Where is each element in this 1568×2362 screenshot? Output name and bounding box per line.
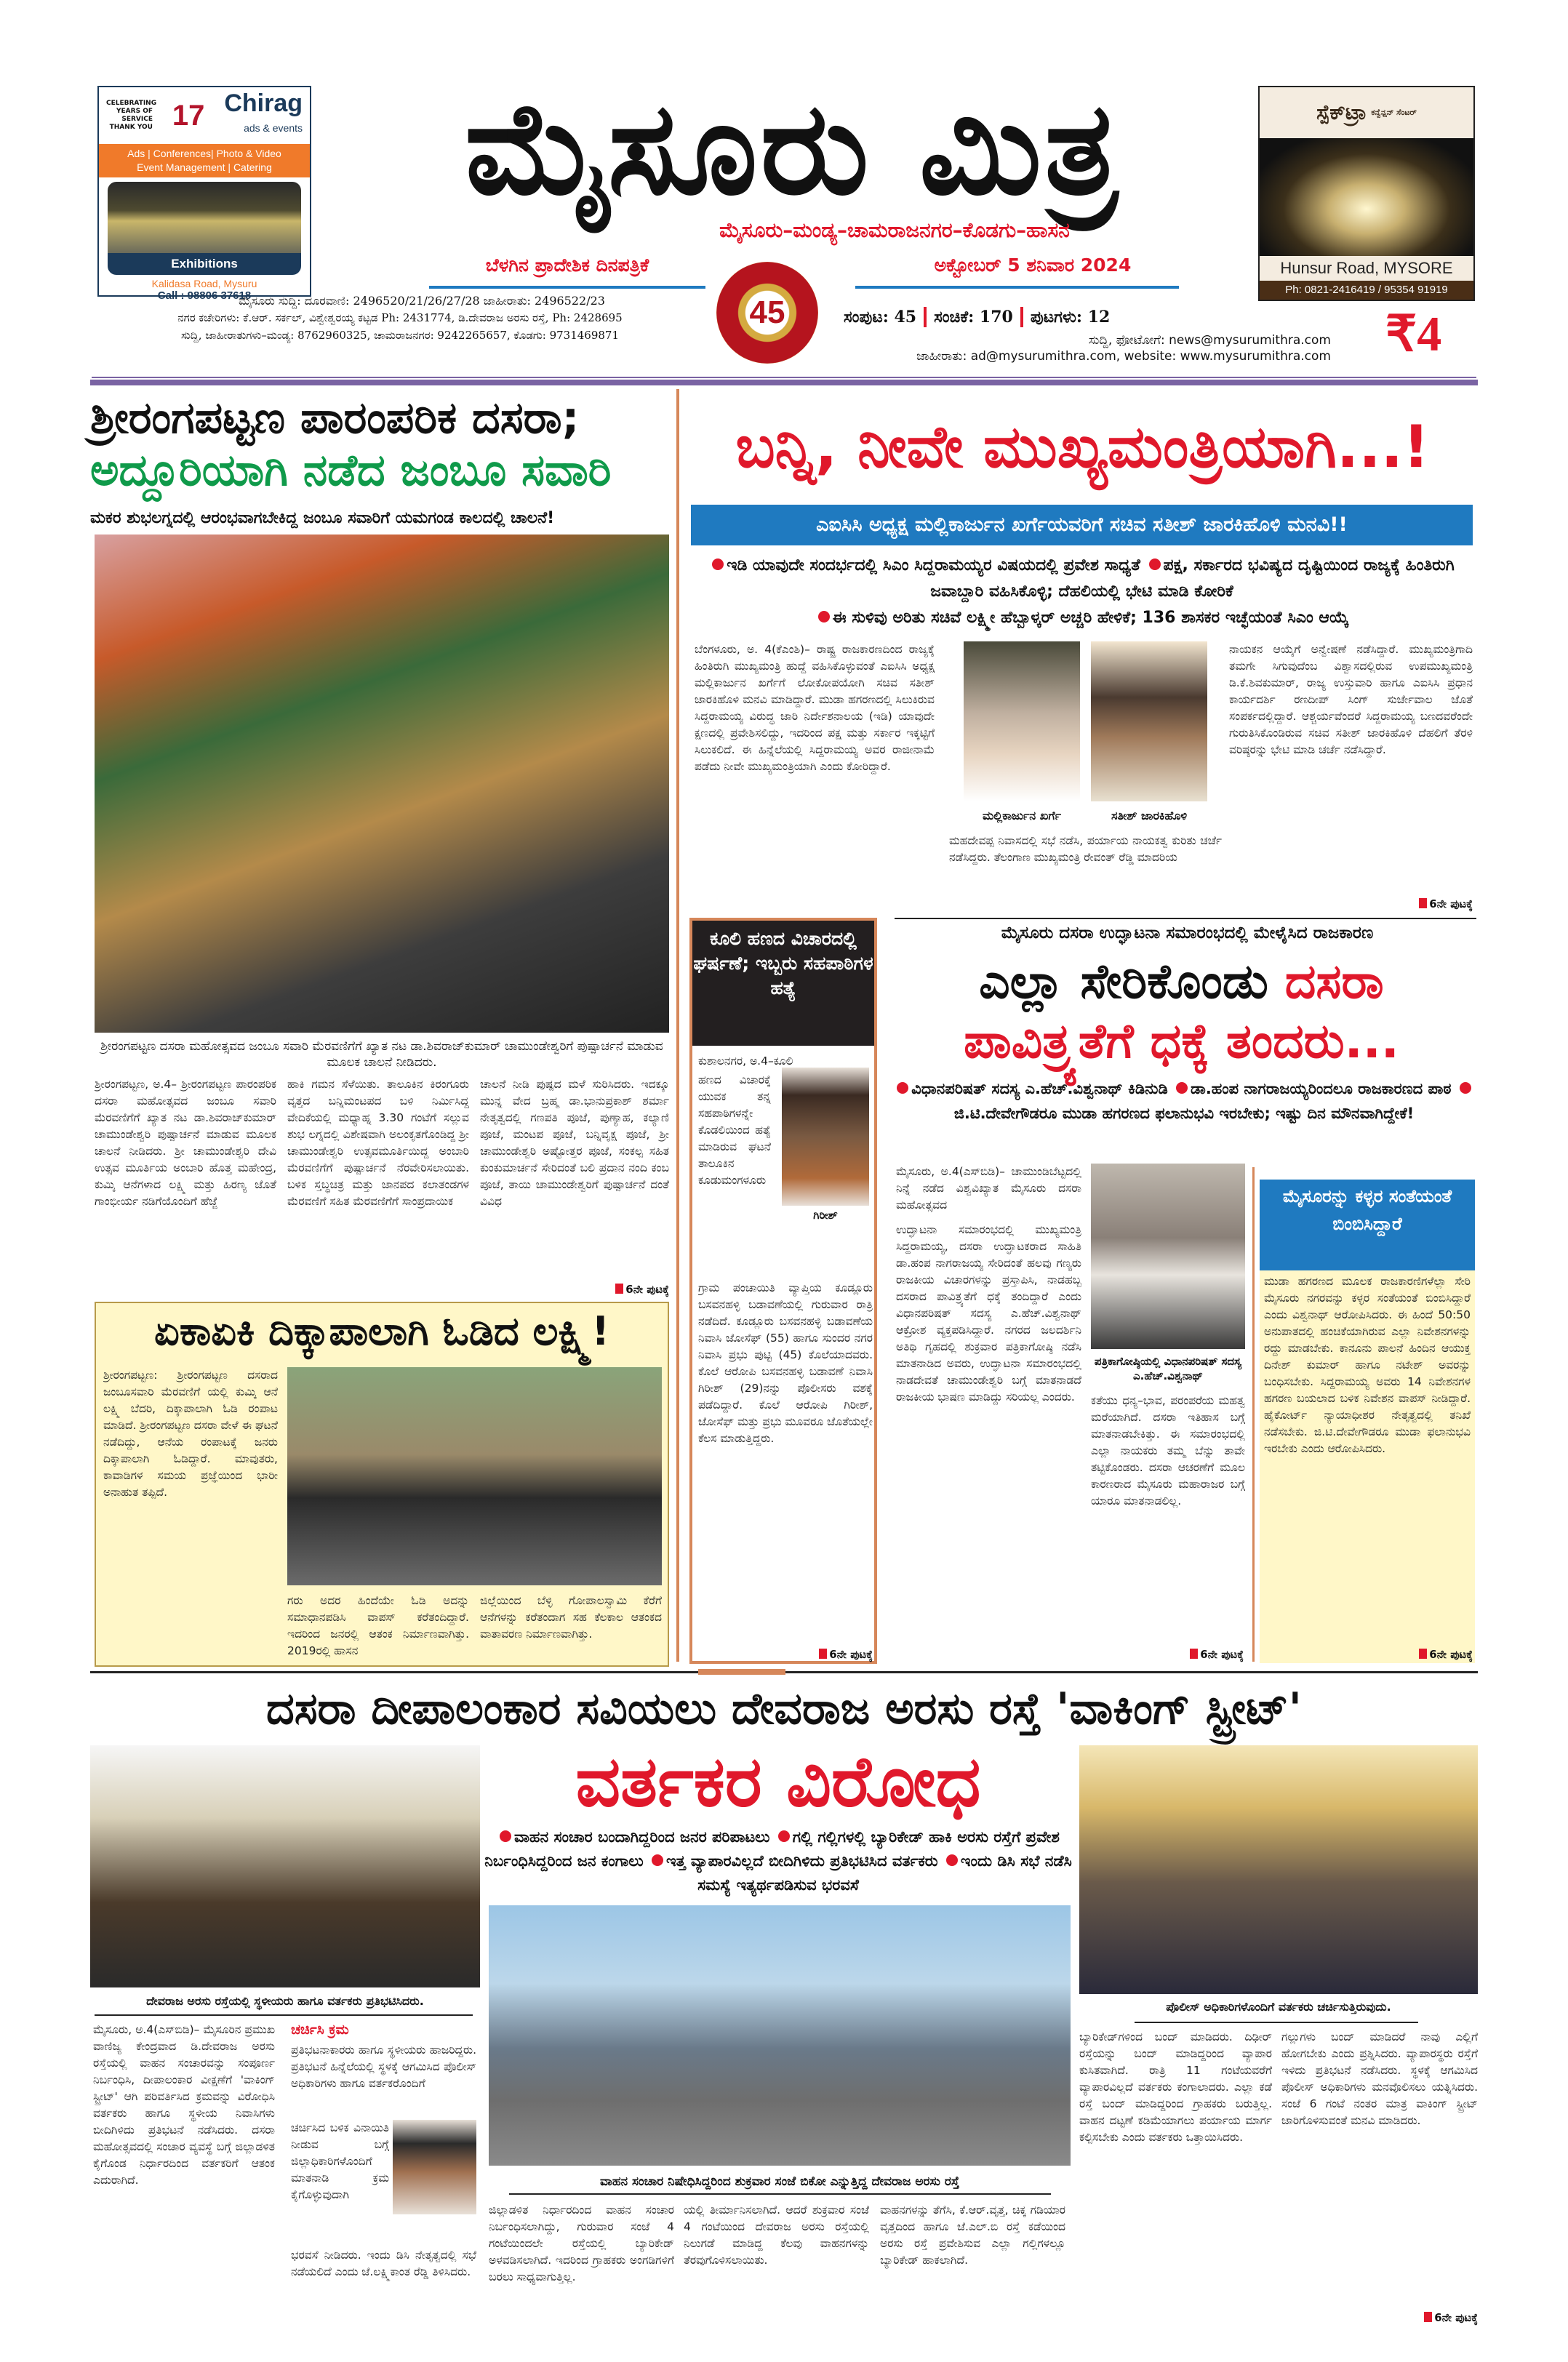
coverage-regions: ಮೈಸೂರು–ಮಂಡ್ಯ–ಚಾಮರಾಜನಗರ–ಕೊಡಗು–ಹಾಸನ — [719, 218, 1070, 242]
walking-subhead: ಚರ್ಚಿಸಿ ಕ್ರಮ — [291, 2022, 349, 2038]
banni-bullet-2: ಪಕ್ಷ, ಸರ್ಕಾರದ ಭವಿಷ್ಯದ ದೃಷ್ಟಿಯಿಂದ ರಾಜ್ಯಕ್ಕೆ ಹಿಂತಿರುಗಿ ಜವಾಬ್ದಾರಿ ವಹಿಸಿಕೊಳ್ಳಿ; ದೆಹಲಿಯಲ್ಲಿ ಭೇಟಿ ಮಾಡಿ ಕೋರಿಕೆ — [930, 556, 1455, 601]
chirag-exhibitions-label: Exhibitions — [108, 253, 301, 275]
lucky-column-3: ಜಿಲ್ಲೆಯಿಂದ ಬೆಳ್ಳಿ ಗೋಪಾಲಸ್ವಾಮಿ ಕೆರೆಗೆ ಆನೆಗಳನ್ನು ಕರೆತಂದಾಗ ಸಹ ಕೆಲಕಾಲ ಆತಂಕದ ವಾತಾವರಣ ನಿರ್ಮಾಣವಾಗಿತ್ತು. — [480, 1594, 662, 1641]
column-divider — [1252, 1167, 1255, 1662]
politics-headline-2[interactable]: ಪಾವಿತ್ರ್ಯತೆಗೆ ಧಕ್ಕೆ ತಂದರು... — [964, 1013, 1399, 1069]
continued-link[interactable] — [1382, 2311, 1478, 2324]
continued-link[interactable] — [575, 1283, 669, 1296]
protest-photo — [90, 1745, 480, 1987]
continued-link[interactable] — [1367, 1648, 1473, 1661]
politics-bullet-2: ಡಾ.ಹಂಪ ನಾಗರಾಜಯ್ಯರಿಂದಲೂ ರಾಜಕಾರಣದ ಪಾಠ — [1191, 1080, 1452, 1097]
divider — [924, 307, 927, 327]
police-caption: ಪೊಲೀಸ್ ಅಧಿಕಾರಿಗಳೊಂದಿಗೆ ವರ್ತಕರು ಚರ್ಚಿಸುತ್ತಿರುವುದು. — [1166, 2000, 1391, 2014]
divider — [509, 2193, 1051, 2195]
divider — [855, 286, 1179, 289]
spectra-sub: ಕನ್ವೆನ್ಷನ್ ಸೆಂಟರ್ — [1371, 108, 1417, 117]
politics-column-1: ಉದ್ಘಾಟನಾ ಸಮಾರಂಭದಲ್ಲಿ ಮುಖ್ಯಮಂತ್ರಿ ಸಿದ್ದರಾಮಯ್ಯ, ದಸರಾ ಉದ್ಘಾಟಕರಾದ ಸಾಹಿತಿ ಡಾ.ಹಂಪ ನಾಗರಾಜಯ್ಯ ಸೇರಿದಂತೆ ಹಲವು ಗಣ್ಯರು ರಾಜಕೀಯ ವಿಚಾರಗಳನ್ನು ಪ್ರಸ್ತಾಪಿಸಿ, ನಾಡಹಬ್ಬ ದಸರಾದ ಪಾವಿತ್ರ್ಯತೆಗೆ ಧಕ್ಕೆ ತಂದಿದ್ದಾರೆ ಎಂದು ವಿಧಾನಪರಿಷತ್ ಸದಸ್ಯ ಎ.ಹೆಚ್.ವಿಶ್ವನಾಥ್ ಆಕ್ರೋಶ ವ್ಯಕ್ತಪಡಿಸಿದ್ದಾರೆ. ನಗರದ ಜಲದರ್ಶಿನಿ ಅತಿಥಿ ಗೃಹದಲ್ಲಿ ಶುಕ್ರವಾರ ಪತ್ರಿಕಾಗೋಷ್ಠಿ ನಡೆಸಿ ಮಾತನಾಡಿದ ಅವರು, ಉದ್ಘಾಟನಾ ಸಮಾರಂಭದಲ್ಲಿ ನಾಡದೇವತೆ ಚಾಮುಂಡೇಶ್ವರಿ ಬಗ್ಗೆ ಮಾತನಾಡದೆ ರಾಜಕೀಯ ಭಾಷಣ ಮಾಡಿದ್ದು ಸರಿಯಲ್ಲ ಎಂದರು. — [896, 1223, 1081, 1404]
bullet-icon — [1460, 1082, 1471, 1094]
continued-marker-icon — [1190, 1649, 1198, 1659]
banni-bullet-1: ಇಡಿ ಯಾವುದೇ ಸಂದರ್ಭದಲ್ಲಿ ಸಿಎಂ ಸಿದ್ದರಾಮಯ್ಯರ ವಿಷಯದಲ್ಲಿ ಪ್ರವೇಶ ಸಾಧ್ಯತೆ — [727, 556, 1140, 575]
continued-label: 6ನೇ ಪುಟಕ್ಕೆ — [625, 1283, 669, 1296]
vishwanath-caption: ಪತ್ರಿಕಾಗೋಷ್ಠಿಯಲ್ಲಿ ವಿಧಾನಪರಿಷತ್ ಸದಸ್ಯ ಎ.ಹೆಚ್.ವಿಶ್ವನಾಥ್ — [1094, 1355, 1242, 1382]
spectra-address: Hunsur Road, MYSORE — [1280, 259, 1453, 277]
banni-bullets — [691, 553, 1473, 631]
chirag-years-badge: 17 — [172, 99, 205, 132]
continued-marker-icon — [1424, 2312, 1432, 2322]
walking-column-2c: ಭರವಸೆ ನೀಡಿದರು. ಇಂದು ಡಿಸಿ ನೇತೃತ್ವದಲ್ಲಿ ಸಭೆ ನಡೆಯಲಿದೆ ಎಂದು ಜೆ.ಲಕ್ಷ್ಮಿಕಾಂತ ರೆಡ್ಡಿ ತಿಳಿಸಿದರು. — [291, 2249, 476, 2278]
volume: ಸಂಪುಟ: 45 — [844, 308, 917, 327]
politics-bullet-1: ವಿಧಾನಪರಿಷತ್ ಸದಸ್ಯ ಎ.ಹೆಚ್.ವಿಶ್ವನಾಥ್ ಕಿಡಿನುಡಿ — [911, 1080, 1168, 1097]
divider — [895, 918, 1476, 919]
police-traders-photo — [1079, 1745, 1478, 1994]
girish-photo — [782, 1068, 869, 1206]
chirag-services — [99, 144, 310, 177]
politics-headline-1b: ದಸರಾ — [1284, 953, 1384, 1009]
convention-center-photo — [1260, 138, 1473, 256]
bullet-icon — [897, 1082, 908, 1094]
politics-bullets — [893, 1076, 1475, 1126]
continued-marker-icon — [1419, 1649, 1427, 1659]
continued-label: 6ನೇ ಪುಟಕ್ಕೆ — [1429, 1648, 1473, 1661]
continued-marker-icon — [819, 1649, 827, 1659]
walking-column-2b: ಚರ್ಚಿಸಿದ ಬಳಿಕ ವಿನಾಯಿತಿ ನೀಡುವ ಬಗ್ಗೆ ಜಿಲ್ಲಾಧಿಕಾರಿಗಳೊಂದಿಗೆ ಮಾತನಾಡಿ ಕ್ರಮ ಕೈಗೊಳ್ಳುವುದಾಗಿ — [291, 2121, 389, 2201]
politics-headline-1[interactable] — [889, 951, 1474, 1012]
spectra-name: ಸ್ಪೆಕ್‌ಟ್ರಾ — [1316, 100, 1367, 124]
chirag-services-line-2: Event Management | Catering — [137, 161, 272, 173]
lakshmikantha-reddy-photo — [393, 2120, 476, 2214]
divider — [1135, 2022, 1418, 2023]
bullet-icon — [1176, 1082, 1188, 1094]
srirangapatna-subhead: ಮಕರ ಶುಭಲಗ್ನದಲ್ಲಿ ಆರಂಭವಾಗಬೇಕಿದ್ದ ಜಂಬೂ ಸವಾರಿಗೆ ಯಮಗಂಡ ಕಾಲದಲ್ಲಿ ಚಾಲನೆ! — [90, 509, 555, 527]
contact-phones: ಮೈಸೂರು ಸುದ್ದಿ: ದೂರವಾಣಿ: 2496520/21/26/27/28 ಜಾಹೀರಾತು: 2496522/23 — [239, 294, 605, 308]
chirag-ad-header — [99, 87, 310, 144]
banni-strap: ಎಐಸಿಸಿ ಅಧ್ಯಕ್ಷ ಮಲ್ಲಿಕಾರ್ಜುನ ಖರ್ಗೆಯವರಿಗೆ ಸಚಿವ ಸತೀಶ್ ಜಾರಕಿಹೊಳಿ ಮನವಿ!! — [691, 505, 1473, 545]
price: ₹4 — [1385, 306, 1442, 361]
continued-marker-icon — [1419, 898, 1427, 908]
tagline: ಬೆಳಗಿನ ಪ್ರಾದೇಶಿಕ ದಿನಪತ್ರಿಕೆ — [485, 255, 649, 276]
bullet-icon — [712, 559, 724, 570]
volume-line — [844, 307, 1207, 327]
news-email[interactable]: ಸುದ್ದಿ, ಫೋಟೋಗೆ: news@mysurumithra.com — [1088, 333, 1331, 348]
district-contacts: ಸುದ್ದಿ, ಜಾಹೀರಾತುಗಳು–ಮಂಡ್ಯ: 8762960325, ಚಾಮರಾಜನಗರ: 9242265657, ಕೊಡಗು: 9731469871 — [180, 329, 620, 342]
kharge-photo — [964, 641, 1080, 801]
continued-link[interactable] — [785, 1648, 873, 1661]
walking-street-bullets — [484, 1825, 1073, 1897]
chirag-brand-name: Chirag — [224, 89, 303, 117]
banni-column-1: ಬೆಂಗಳೂರು, ಅ. 4(ಕೆಎಂಶಿ)– ರಾಷ್ಟ್ರ ರಾಜಕಾರಣದಿಂದ ರಾಜ್ಯಕ್ಕೆ ಹಿಂತಿರುಗಿ ಮುಖ್ಯಮಂತ್ರಿ ಹುದ್ದೆ ವಹಿಸಿಕೊಳ್ಳುವಂತೆ ಎಐಸಿಸಿ ಅಧ್ಯಕ್ಷ ಮಲ್ಲಿಕಾರ್ಜುನ ಖರ್ಗೆಗೆ ಲೋಕೋಪಯೋಗಿ ಸಚಿವ ಸತೀಶ್ ಜಾರಕಿಹೊಳಿ ಮನವಿ ಮಾಡಿದ್ದಾರೆ. ಮುಡಾ ಹಗರಣದಲ್ಲಿ ಸಿಲುಕಿರುವ ಸಿದ್ದರಾಮಯ್ಯ ವಿರುದ್ಧ ಜಾರಿ ನಿರ್ದೇಶನಾಲಯ (ಇಡಿ) ಯಾವುದೇ ಕ್ಷಣದಲ್ಲಿ ಪ್ರವೇಶಿಸಲಿದ್ದು, ಇದರಿಂದ ಪಕ್ಷ ಮತ್ತು ಸರ್ಕಾರ ಇಕ್ಕಟ್ಟಿಗೆ ಸಿಲುಕಲಿದೆ. ಈ ಹಿನ್ನೆಲೆಯಲ್ಲಿ ಸಿದ್ದರಾಮಯ್ಯ ಅವರ ರಾಜೀನಾಮೆ ಪಡೆದು ನೀವೇ ಮುಖ್ಯಮಂತ್ರಿಯಾಗಿ ಎಂದು ಕೋರಿದ್ದಾರೆ. — [695, 643, 935, 773]
mysore-box-body: ಮುಡಾ ಹಗರಣದ ಮೂಲಕ ರಾಜಕಾರಣಿಗಳೆಲ್ಲಾ ಸೇರಿ ಮೈಸೂರು ನಗರವನ್ನು ಕಳ್ಳರ ಸಂತೆಯಂತೆ ಬಿಂಬಿಸಿದ್ದಾರೆ ಎಂದು ವಿಶ್ವನಾಥ್ ಆರೋಪಿಸಿದರು. ಈ ಹಿಂದೆ 50:50 ಅನುಪಾತದಲ್ಲಿ ಹಂಚಿಕೆಯಾಗಿರುವ ಎಲ್ಲಾ ನಿವೇಶನಗಳನ್ನು ರದ್ದು ಮಾಡಬೇಕು. ಕಾನೂನು ಪಾಲನೆ ಹಿಂದಿನ ಆಯುಕ್ತ ದಿನೇಶ್ ಕುಮಾರ್ ಹಾಗೂ ನಟೇಶ್ ಅವರನ್ನು ಬಂಧಿಸಬೇಕು. ಸಿದ್ದರಾಮಯ್ಯ ಅವರು 14 ನಿವೇಶನಗಳ ಹಗರಣ ಬಯಲಾದ ಬಳಿಕ ನಿವೇಶನ ವಾಪಸ್ ನೀಡಿದ್ದಾರೆ. ಹೈಕೋರ್ಟ್ ನ್ಯಾಯಾಧೀಶರ ನೇತೃತ್ವದಲ್ಲಿ ತನಿಖೆ ನಡೆಸಬೇಕು. ಜಿ.ಟಿ.ದೇವೇಗೌಡರೂ ಮುಡಾ ಫಲಾನುಭವಿ ಇರಬೇಕು ಎಂದು ಆರೋಪಿಸಿದರು. — [1264, 1275, 1471, 1455]
bullet-icon — [500, 1830, 511, 1842]
banni-column-3: ನಾಯಕನ ಆಯ್ಕೆಗೆ ಅನ್ವೇಷಣೆ ನಡೆಸಿದ್ದಾರೆ. ಮುಖ್ಯಮಂತ್ರಿಗಾದಿ ತಮಗೇ ಸಿಗುವುದೆಂಬ ವಿಶ್ವಾಸದಲ್ಲಿರುವ ಉಪಮುಖ್ಯಮಂತ್ರಿ ಡಿ.ಕೆ.ಶಿವಕುಮಾರ್, ರಾಜ್ಯ ಉಸ್ತುವಾರಿ ಹಾಗೂ ಎಐಸಿಸಿ ಪ್ರಧಾನ ಕಾರ್ಯದರ್ಶಿ ರಣದೀಪ್ ಸಿಂಗ್ ಸುರ್ಜೇವಾಲ ಜೊತೆ ಸಂಪರ್ಕದಲ್ಲಿದ್ದಾರೆ. ಆಶ್ಚರ್ಯವೆಂದರೆ ಸಿದ್ದರಾಮಯ್ಯ ಬಣದವರೆಂದೇ ಗುರುತಿಸಿಕೊಂಡಿರುವ ಸಚಿವ ಸತೀಶ್ ಜಾರಕಿಹೊಳಿ ದೆಹಲಿಗೆ ತೆರಳಿ ವರಿಷ್ಠರನ್ನು ಭೇಟಿ ಮಾಡಿ ಚರ್ಚೆ ನಡೆಸಿದ್ದಾರೆ. — [1229, 643, 1473, 756]
traders-oppose-headline[interactable]: ವರ್ತಕರ ವಿರೋಧ — [575, 1741, 981, 1822]
politics-bullet-3: ಜಿ.ಟಿ.ದೇವೇಗೌಡರೂ ಮುಡಾ ಹಗರಣದ ಫಲಾನುಭವಿ ಇರಬೇಕು; ಇಷ್ಟು ದಿನ ಮೌನವಾಗಿದ್ದೇಕೆ! — [953, 1105, 1415, 1122]
continued-label: 6ನೇ ಪುಟಕ್ಕೆ — [1200, 1648, 1244, 1661]
walking-column-3: ಜಿಲ್ಲಾಡಳಿತ ನಿರ್ಧಾರದಿಂದ ವಾಹನ ಸಂಚಾರ ನಿರ್ಬಂಧಿಸಲಾಗಿದ್ದು, ಗುರುವಾರ ಸಂಜೆ 4 ಗಂಟೆಯಿಂದಲೇ ರಸ್ತೆಯಲ್ಲಿ ಬ್ಯಾರಿಕೇಡ್ ಅಳವಡಿಸಲಾಗಿದೆ. ಇದರಿಂದ ಗ್ರಾಹಕರು ಅಂಗಡಿಗಳಿಗೆ ಬರಲು ಸಾಧ್ಯವಾಗುತ್ತಿಲ್ಲ. — [489, 2203, 674, 2283]
politics-column-lead: ಮೈಸೂರು, ಅ.4(ಎಸ್‌ಬಿಡಿ)– ಚಾಮುಂಡಿಬೆಟ್ಟದಲ್ಲಿ ನಿನ್ನೆ ನಡೆದ ವಿಶ್ವವಿಖ್ಯಾತ ಮೈಸೂರು ದಸರಾ ಮಹೋತ್ಸವದ — [896, 1165, 1081, 1212]
srirangapatna-column-3: ಚಾಲನೆ ನೀಡಿ ಪುಷ್ಪದ ಮಳೆ ಸುರಿಸಿದರು. ಇದಕ್ಕೂ ಮುನ್ನ ವೇದ ಬ್ರಹ್ಮ ಡಾ.ಭಾನುಪ್ರಕಾಶ್ ಶರ್ಮಾ ನೇತೃತ್ವದಲ್ಲಿ ಗಣಪತಿ ಪೂಜೆ, ಪುಣ್ಯಾಹ, ಕಲ್ಯಾಣಿ ಪೂಜೆ, ಮಂಟಪ ಪೂಜೆ, ಬನ್ನಿವೃಕ್ಷ ಪೂಜೆ, ಶ್ರೀ ಚಾಮುಂಡೇಶ್ವರಿ ಅಷ್ಟೋತ್ತರ ಪೂಜೆ, ಸಂಕಲ್ಪ ಸಹಿತ ಕುಂಕುಮಾರ್ಚನೆ ಸೇರಿದಂತೆ ಬಲಿ ಪ್ರದಾನ ನಂದಿ ಕಂಬ ಪೂಜೆ, ತಾಯಿ ಚಾಮುಂಡೇಶ್ವರಿಗೆ ಪುಷ್ಪಾರ್ಚನೆ ದಂತೆ ವಿವಿಧ — [480, 1078, 669, 1208]
continued-label: 6ನೇ ಪುಟಕ್ಕೆ — [829, 1648, 873, 1661]
issue-number: ಸಂಚಿಕೆ: 170 — [934, 308, 1013, 327]
walking-bullet-2: ಗಲ್ಲಿ ಗಲ್ಲಿಗಳಲ್ಲಿ ಬ್ಯಾರಿಕೇಡ್ ಹಾಕಿ ಅರಸು ರಸ್ತೆಗೆ ಪ್ರವೇಶ ನಿರ್ಬಂಧಿಸಿದ್ದರಿಂದ ಜನ ಕಂಗಾಲು — [484, 1828, 1060, 1870]
column-divider — [676, 389, 679, 1662]
srirangapatna-headline-2[interactable]: ಅದ್ದೂರಿಯಾಗಿ ನಡೆದ ಜಂಬೂ ಸವಾರಿ — [90, 445, 612, 496]
bullet-icon — [778, 1830, 790, 1842]
city-offices: ನಗರ ಕಚೇರಿಗಳು: ಕೆ.ಆರ್. ಸರ್ಕಲ್, ವಿಶ್ವೇಶ್ವರಯ್ಯ ಕಟ್ಟಡ Ph: 2431774, ಡಿ.ದೇವರಾಜ ಅರಸು ರಸ್ತೆ, Ph: 2428695 — [177, 311, 623, 324]
politics-headline-1a: ಎಲ್ಲಾ ಸೇರಿಕೊಂಡು — [979, 953, 1285, 1009]
bullet-icon — [1149, 559, 1161, 570]
walking-bullet-3: ಇತ್ತ ವ್ಯಾಪಾರವಿಲ್ಲದೆ ಬೀದಿಗಿಳಿದು ಪ್ರತಿಭಟಿಸಿದ ವರ್ತಕರು — [666, 1852, 938, 1870]
srirangapatna-column-2: ಹಾಕಿ ಗಮನ ಸೆಳೆಯಿತು. ತಾಲೂಕಿನ ಕಿರಂಗೂರು ವೃತ್ತದ ಬನ್ನಿಮಂಟಪದ ಬಳಿ ನಿರ್ಮಿಸಿದ್ದ ವೇದಿಕೆಯಲ್ಲಿ ಮಧ್ಯಾಹ್ನ 3.30 ಗಂಟೆಗೆ ಸಲ್ಲುವ ಶುಭ ಲಗ್ನದಲ್ಲಿ ವಿಶೇಷವಾಗಿ ಅಲಂಕೃತಗೊಂಡಿದ್ದ ಶ್ರೀ ಚಾಮುಂಡೇಶ್ವರಿ ಉತ್ಸವಮೂರ್ತಿಯಿದ್ದ ಅಂಬಾರಿ ಮೆರವಣಿಗೆಗೆ ಪುಷ್ಪಾರ್ಚನೆ ನೆರವೇರಿಸಲಾಯಿತು. ಬಳಿಕ ಸ್ತಬ್ಧಚಿತ್ರ ಮತ್ತು ಜಾನಪದ ಕಲಾತಂಡಗಳ ಮೆರವಣಿಗೆ ಸಹಿತ ಮೆರವಣಿಗೆಗೆ ಸಾಂಪ್ರದಾಯಿಕ — [287, 1078, 469, 1208]
continued-link[interactable] — [1375, 897, 1473, 910]
girish-caption: ಗಿರೀಶ್ — [813, 1209, 838, 1222]
satish-caption: ಸತೀಶ್ ಜಾರಕಿಹೊಳಿ — [1111, 809, 1188, 822]
continued-label: 6ನೇ ಪುಟಕ್ಕೆ — [1434, 2311, 1478, 2324]
lucky-column-1: ಶ್ರೀರಂಗಪಟ್ಟಣ: ಶ್ರೀರಂಗಪಟ್ಟಣ ದಸರಾದ ಜಂಬೂಸವಾರಿ ಮೆರವಣಿಗೆ ಯಲ್ಲಿ ಕುಮ್ಕಿ ಆನೆ ಲಕ್ಷ್ಮಿ ಬೆದರಿ, ದಿಕ್ಕಾಪಾಲಾಗಿ ಓಡಿ ರಂಪಾಟ ಮಾಡಿದೆ. ಶ್ರೀರಂಗಪಟ್ಟಣ ದಸರಾ ವೇಳೆ ಈ ಘಟನೆ ನಡೆದಿದ್ದು, ಆನೆಯ ರಂಪಾಟಕ್ಕೆ ಜನರು ದಿಕ್ಕಾಪಾಲಾಗಿ ಓಡಿದ್ದಾರೆ. ಮಾವುತರು, ಕಾವಾಡಿಗಳ ಸಮಯ ಪ್ರಜ್ಞೆಯಿಂದ ಭಾರೀ ಅನಾಹುತ ತಪ್ಪಿದೆ. — [103, 1369, 278, 1499]
spectra-phone: Ph: 0821-2416419 / 95354 91919 — [1260, 281, 1473, 300]
walking-street-headline[interactable]: ದಸರಾ ದೀಪಾಲಂಕಾರ ಸವಿಯಲು ದೇವರಾಜ ಅರಸು ರಸ್ತೆ 'ವಾಕಿಂಗ್ ಸ್ಟ್ರೀಟ್' — [265, 1684, 1303, 1734]
masthead-divider — [90, 378, 1478, 385]
coolie-dateline: ಕುಶಾಲನಗರ, ಅ.4–ಕೂಲಿ — [698, 1054, 793, 1068]
newspaper-logo: ಮೈಸೂರು ಮಿತ್ರ — [465, 74, 1121, 223]
banni-bullet-3: ಈ ಸುಳಿವು ಅರಿತು ಸಚಿವೆ ಲಕ್ಷ್ಮೀ ಹೆಬ್ಬಾಳ್ಕರ್ ಅಚ್ಚರಿ ಹೇಳಿಕೆ; 136 ಶಾಸಕರ ಇಚ್ಛೆಯಂತೆ ಸಿಎಂ ಆಯ್ಕೆ — [832, 609, 1349, 627]
chirag-phone: Call : 98806 37618 — [157, 289, 252, 302]
divider — [429, 286, 705, 289]
walking-column-6: ಬ್ಯಾರಿಕೇಡ್‌ಗಳಿಂದ ಬಂದ್ ಮಾಡಿದರು. ದಿಢೀರ್ ರಸ್ತೆಯನ್ನು ಬಂದ್ ಮಾಡಿದ್ದರಿಂದ ವ್ಯಾಪಾರ ಕುಸಿತವಾಗಿದೆ. ರಾತ್ರಿ 11 ಗಂಟೆಯವರೆಗೆ ವ್ಯಾಪಾರವಿಲ್ಲದೆ ವರ್ತಕರು ಕಂಗಾಲಾದರು. ಎಲ್ಲಾ ಕಡೆ ರಸ್ತೆ ಬಂದ್ ಮಾಡಿದ್ದರಿಂದ ಗ್ರಾಹಕರು ಬರುತ್ತಿಲ್ಲ. ವಾಹನ ದಟ್ಟಣೆ ಕಡಿಮೆಯಾಗಲು ಪರ್ಯಾಯ ಮಾರ್ಗ ಕಲ್ಪಿಸಬೇಕು ಎಂದು ವರ್ತಕರು ಒತ್ತಾಯಿಸಿದರು. — [1079, 2030, 1272, 2144]
walking-bullet-4: ಇಂದು ಡಿಸಿ ಸಭೆ ನಡೆಸಿ ಸಮಸ್ಯೆ ಇತ್ಯರ್ಥಪಡಿಸುವ ಭರವಸೆ — [697, 1852, 1072, 1894]
issue-date: ಅಕ್ಟೋಬರ್ 5 ಶನಿವಾರ 2024 — [934, 255, 1132, 276]
spectra-title — [1260, 87, 1473, 138]
walking-bullet-1: ವಾಹನ ಸಂಚಾರ ಬಂದಾಗಿದ್ದರಿಂದ ಜನರ ಪರಿಪಾಟಲು — [514, 1828, 770, 1846]
walking-column-5: ವಾಹನಗಳನ್ನು ತೆಗೆಸಿ, ಕೆ.ಆರ್.ವೃತ್ತ, ಚಿಕ್ಕ ಗಡಿಯಾರ ವೃತ್ತದಿಂದ ಹಾಗೂ ಜೆ.ಎಲ್.ಬಿ ರಸ್ತೆ ಕಡೆಯಿಂದ ಅರಸು ರಸ್ತೆ ಪ್ರವೇಶಿಸುವ ಎಲ್ಲಾ ಗಲ್ಲಿಗಳಲ್ಲೂ ಬ್ಯಾರಿಕೇಡ್ ಹಾಕಲಾಗಿದೆ. — [880, 2203, 1065, 2267]
divider — [95, 2014, 473, 2016]
anniversary-number: 45 — [749, 295, 785, 330]
walking-column-2: ಪ್ರತಿಭಟನಾಕಾರರು ಹಾಗೂ ಸ್ಥಳೀಯರು ಹಾಜರಿದ್ದರು. ಪ್ರತಿಭಟನೆ ಹಿನ್ನೆಲೆಯಲ್ಲಿ ಸ್ಥಳಕ್ಕೆ ಆಗಮಿಸಿದ ಪೊಲೀಸ್ ಅಧಿಕಾರಿಗಳು ಹಾಗೂ ವರ್ತಕರೊಂದಿಗೆ — [291, 2043, 476, 2090]
banni-column-2: ಮಹದೇವಪ್ಪ ನಿವಾಸದಲ್ಲಿ ಸಭೆ ನಡೆಸಿ, ಪರ್ಯಾಯ ನಾಯಕತ್ವ ಕುರಿತು ಚರ್ಚೆ ನಡೆಸಿದ್ದರು. ತೆಲಂಗಾಣ ಮುಖ್ಯಮಂತ್ರಿ ರೇವಂತ್ ರೆಡ್ಡಿ ಮಾದರಿಯ — [949, 834, 1222, 864]
coolie-column: ಗ್ರಾಮ ಪಂಚಾಯಿತಿ ವ್ಯಾಪ್ತಿಯ ಕೂಡ್ಲೂರು ಬಸವನಹಳ್ಳಿ ಬಡಾವಣೆಯಲ್ಲಿ ಗುರುವಾರ ರಾತ್ರಿ ನಡೆದಿದೆ. ಕೂಡ್ಲೂರು ಬಸವನಹಳ್ಳಿ ಬಡಾವಣೆಯ ನಿವಾಸಿ ಜೋಸೆಫ್ (55) ಹಾಗೂ ಸುಂದರ ನಗರ ನಿವಾಸಿ ಪ್ರಭು ಪುಟ್ಟಿ (45) ಕೊಲೆಯಾದವರು. ಕೊಲೆ ಆರೋಪಿ ಬಸವನಹಳ್ಳಿ ಬಡಾವಣೆ ನಿವಾಸಿ ಗಿರೀಶ್ (29)ನನ್ನು ಪೊಲೀಸರು ವಶಕ್ಕೆ ಪಡೆದಿದ್ದಾರೆ. ಕೊಲೆ ಆರೋಪಿ ಗಿರೀಶ್, ಜೋಸೆಫ್ ಮತ್ತು ಪ್ರಭು ಮೂವರೂ ಜೊತೆಯಲ್ಲೇ ಕೆಲಸ ಮಾಡುತ್ತಿದ್ದರು. — [698, 1281, 873, 1445]
bullet-icon — [652, 1854, 663, 1866]
walking-column-1: ಮೈಸೂರು, ಅ.4(ಎಸ್‌ಬಿಡಿ)– ಮೈಸೂರಿನ ಪ್ರಮುಖ ವಾಣಿಜ್ಯ ಕೇಂದ್ರವಾದ ಡಿ.ದೇವರಾಜ ಅರಸು ರಸ್ತೆಯಲ್ಲಿ ವಾಹನ ಸಂಚಾರವನ್ನು ಸಂಪೂರ್ಣ ನಿರ್ಬಂಧಿಸಿ, ದೀಪಾಲಂಕಾರ ವೀಕ್ಷಣೆಗೆ 'ವಾಕಿಂಗ್ ಸ್ಟ್ರೀಟ್' ಆಗಿ ಪರಿವರ್ತಿಸಿದ ಕ್ರಮವನ್ನು ವಿರೋಧಿಸಿ ವರ್ತಕರು ಹಾಗೂ ಸ್ಥಳೀಯ ನಿವಾಸಿಗಳು ಬೀದಿಗಿಳಿದು ಪ್ರತಿಭಟನೆ ನಡೆಸಿದರು. ದಸರಾ ಮಹೋತ್ಸವದಲ್ಲಿ ಸಂಚಾರ ವ್ಯವಸ್ಥೆ ಬಗ್ಗೆ ಜಿಲ್ಲಾಡಳಿತ ಕೈಗೊಂಡ ನಿರ್ಧಾರದಿಂದ ವರ್ತಕರಿಗೆ ಆತಂಕ ಎದುರಾಗಿದೆ. — [93, 2023, 275, 2187]
lucky-column-2: ಗರು ಅದರ ಹಿಂದೆಯೇ ಓಡಿ ಅದನ್ನು ಸಮಾಧಾನಪಡಿಸಿ ವಾಪಸ್ ಕರೆತಂದಿದ್ದಾರೆ. ಇದರಿಂದ ಜನರಲ್ಲಿ ಆತಂಕ ನಿರ್ಮಾಣವಾಗಿತ್ತು. 2019ರಲ್ಲಿ ಹಾಸನ — [287, 1594, 469, 1657]
kharge-caption: ಮಲ್ಲಿಕಾರ್ಜುನ ಖರ್ಗೆ — [983, 809, 1061, 822]
banni-headline[interactable]: ಬನ್ನಿ, ನೀವೇ ಮುಖ್ಯಮಂತ್ರಿಯಾಗಿ...! — [735, 413, 1430, 481]
protest-caption: ದೇವರಾಜ ಅರಸು ರಸ್ತೆಯಲ್ಲಿ ಸ್ಥಳೀಯರು ಹಾಗೂ ವರ್ತಕರು ಪ್ರತಿಭಟಿಸಿದರು. — [146, 1994, 424, 2008]
bullet-icon — [946, 1854, 958, 1866]
elephant-running-photo — [287, 1367, 662, 1585]
politics-kicker: ಮೈಸೂರು ದಸರಾ ಉದ್ಘಾಟನಾ ಸಮಾರಂಭದಲ್ಲಿ ಮೇಳೈಸಿದ ರಾಜಕಾರಣ — [1001, 924, 1374, 942]
vishwanath-photo — [1091, 1164, 1245, 1349]
chirag-services-line-1: Ads | Conferences| Photo & Video — [127, 148, 281, 159]
srirangapatna-column-1: ಶ್ರೀರಂಗಪಟ್ಟಣ, ಅ.4– ಶ್ರೀರಂಗಪಟ್ಟಣ ಪಾರಂಪರಿಕ ದಸರಾ ಮಹೋತ್ಸವದ ಜಂಬೂ ಸವಾರಿ ಮೆರವಣಿಗೆಗೆ ಖ್ಯಾತ ನಟ ಡಾ.ಶಿವರಾಜ್‌ಕುಮಾರ್ ಚಾಮುಂಡೇಶ್ವರಿ ಪುಷ್ಪಾರ್ಚನೆ ಮಾಡುವ ಮೂಲಕ ಚಾಲನೆ ನೀಡಿದರು. ಶ್ರೀ ಚಾಮುಂಡೇಶ್ವರಿ ದೇವಿ ಉತ್ಸವ ಮೂರ್ತಿಯ ಅಂಬಾರಿ ಹೊತ್ತ ಮಹೇಂದ್ರ, ಕುಮ್ಕಿ ಆನೆಗಳಾದ ಲಕ್ಷ್ಮಿ ಮತ್ತು ಹಿರಣ್ಯ ಜೊತೆ ಗಾಂಭೀರ್ಯ ನಡಿಗೆಯೊಂದಿಗೆ ಹೆಜ್ಜೆ — [95, 1078, 276, 1208]
empty-road-caption: ವಾಹನ ಸಂಚಾರ ನಿಷೇಧಿಸಿದ್ದರಿಂದ ಶುಕ್ರವಾರ ಸಂಜೆ ಬಿಕೋ ಎನ್ನುತ್ತಿದ್ದ ದೇವರಾಜ ಅರಸು ರಸ್ತೆ — [599, 2174, 960, 2189]
exhibition-tent-photo — [108, 182, 301, 253]
mysore-box-headline[interactable]: ಮೈಸೂರನ್ನು ಕಳ್ಳರ ಸಂತೆಯಂತೆ ಬಿಂಬಿಸಿದ್ದಾರೆ — [1260, 1180, 1475, 1270]
spectra-ad[interactable] — [1258, 86, 1475, 301]
chirag-address: Kalidasa Road, Mysuru — [151, 278, 257, 289]
page-count: ಪುಟಗಳು: 12 — [1030, 308, 1111, 327]
walking-column-4: ಯಲ್ಲಿ ತೀರ್ಮಾನಿಸಲಾಗಿದೆ. ಆದರೆ ಶುಕ್ರವಾರ ಸಂಜೆ 4 ಗಂಟೆಯಿಂದ ದೇವರಾಜ ಅರಸು ರಸ್ತೆಯಲ್ಲಿ ನಿಲುಗಡೆ ಮಾಡಿದ್ದ ಕೆಲವು ವಾಹನಗಳನ್ನು ತೆರವುಗೊಳಿಸಲಾಯಿತು. — [684, 2203, 869, 2267]
mysore-box — [1260, 1270, 1475, 1663]
chirag-celebrating-text: CELEBRATING YEARS OF SERVICE THANK YOU — [106, 100, 157, 131]
lucky-headline[interactable]: ಏಕಾಏಕಿ ದಿಕ್ಕಾಪಾಲಾಗಿ ಓಡಿದ ಲಕ್ಷ್ಮಿ! — [154, 1308, 609, 1354]
continued-label: 6ನೇ ಪುಟಕ್ಕೆ — [1429, 897, 1473, 910]
jamboo-savari-photo — [95, 535, 669, 1033]
empty-road-photo — [489, 1905, 1071, 2166]
anniversary-badge-icon — [716, 262, 818, 364]
chirag-brand-sub: ads & events — [244, 122, 303, 134]
coolie-headline[interactable]: ಕೂಲಿ ಹಣದ ವಿಚಾರದಲ್ಲಿ ಘರ್ಷಣೆ; ಇಬ್ಬರು ಸಹಪಾಠಿಗಳ ಹತ್ಯೆ — [692, 918, 874, 1046]
jamboo-savari-caption: ಶ್ರೀರಂಗಪಟ್ಟಣ ದಸರಾ ಮಹೋತ್ಸವದ ಜಂಬೂ ಸವಾರಿ ಮೆರವಣಿಗೆಗೆ ಖ್ಯಾತ ನಟ ಡಾ.ಶಿವರಾಜ್‌ಕುಮಾರ್ ಚಾಮುಂಡೇಶ್ವರಿಗೆ ಪುಷ್ಪಾರ್ಚನೆ ಮಾಡುವ ಮೂಲಕ ಚಾಲನೆ ನೀಡಿದರು. — [100, 1039, 663, 1070]
continued-link[interactable] — [1149, 1648, 1244, 1661]
chirag-ad[interactable] — [97, 86, 311, 302]
ad-email-website[interactable]: ಜಾಹೀರಾತು: ad@mysurumithra.com, website: www.mysurumithra.com — [916, 349, 1331, 364]
bullet-icon — [818, 611, 830, 622]
walking-column-7: ಗಲ್ಲುಗಳು ಬಂದ್ ಮಾಡಿದರೆ ನಾವು ಎಲ್ಲಿಗೆ ಹೋಗಬೇಕು ಎಂದು ಪ್ರಶ್ನಿಸಿದರು. ವ್ಯಾಪಾರಸ್ಥರು ರಸ್ತೆಗೆ ಇಳಿದು ಪ್ರತಿಭಟನೆ ನಡೆಸಿದರು. ಸ್ಥಳಕ್ಕೆ ಆಗಮಿಸಿದ ಪೊಲೀಸ್ ಅಧಿಕಾರಿಗಳು ಮನವೊಲಿಸಲು ಯತ್ನಿಸಿದರು. ಸಂಜೆ 6 ಗಂಟೆ ನಂತರ ಮಾತ್ರ ವಾಕಿಂಗ್ ಸ್ಟ್ರೀಟ್ ಜಾರಿಗೊಳಿಸುವಂತೆ ಮನವಿ ಮಾಡಿದರು. — [1281, 2030, 1478, 2127]
coolie-column-narrow: ಹಣದ ವಿಚಾರಕ್ಕೆ ಯುವಕ ತನ್ನ ಸಹಪಾಠಿಗಳನ್ನೇ ಕೊಡಲಿಯಿಂದ ಹತ್ಯೆ ಮಾಡಿರುವ ಘಟನೆ ತಾಲೂಕಿನ ಕೂಡುಮಂಗಳೂರು — [698, 1073, 771, 1187]
continued-marker-icon — [615, 1284, 623, 1294]
politics-column-2: ಕತೆಯು ಧನ್ಯ–ಭಾವ, ಪರಂಪರೆಯ ಮಹತ್ವ ಮರೆಯಾಗಿದೆ. ದಸರಾ ಇತಿಹಾಸ ಬಗ್ಗೆ ಮಾತನಾಡಬೇಕಿತ್ತು. ಈ ಸಮಾರಂಭದಲ್ಲಿ ಎಲ್ಲಾ ನಾಯಕರು ತಮ್ಮ ಬೆನ್ನು ತಾವೇ ತಟ್ಟಿಕೊಂಡರು. ದಸರಾ ಆಚರಣೆಗೆ ಮೂಲ ಕಾರಣರಾದ ಮೈಸೂರು ಮಹಾರಾಜರ ಬಗ್ಗೆ ಯಾರೂ ಮಾತನಾಡಲಿಲ್ಲ. — [1091, 1394, 1245, 1508]
divider-accent — [698, 1669, 785, 1675]
divider — [1020, 307, 1023, 327]
srirangapatna-headline-1[interactable]: ಶ್ರೀರಂಗಪಟ್ಟಣ ಪಾರಂಪರಿಕ ದಸರಾ; — [90, 393, 580, 444]
satish-photo — [1091, 641, 1207, 801]
chirag-brand — [224, 91, 303, 140]
